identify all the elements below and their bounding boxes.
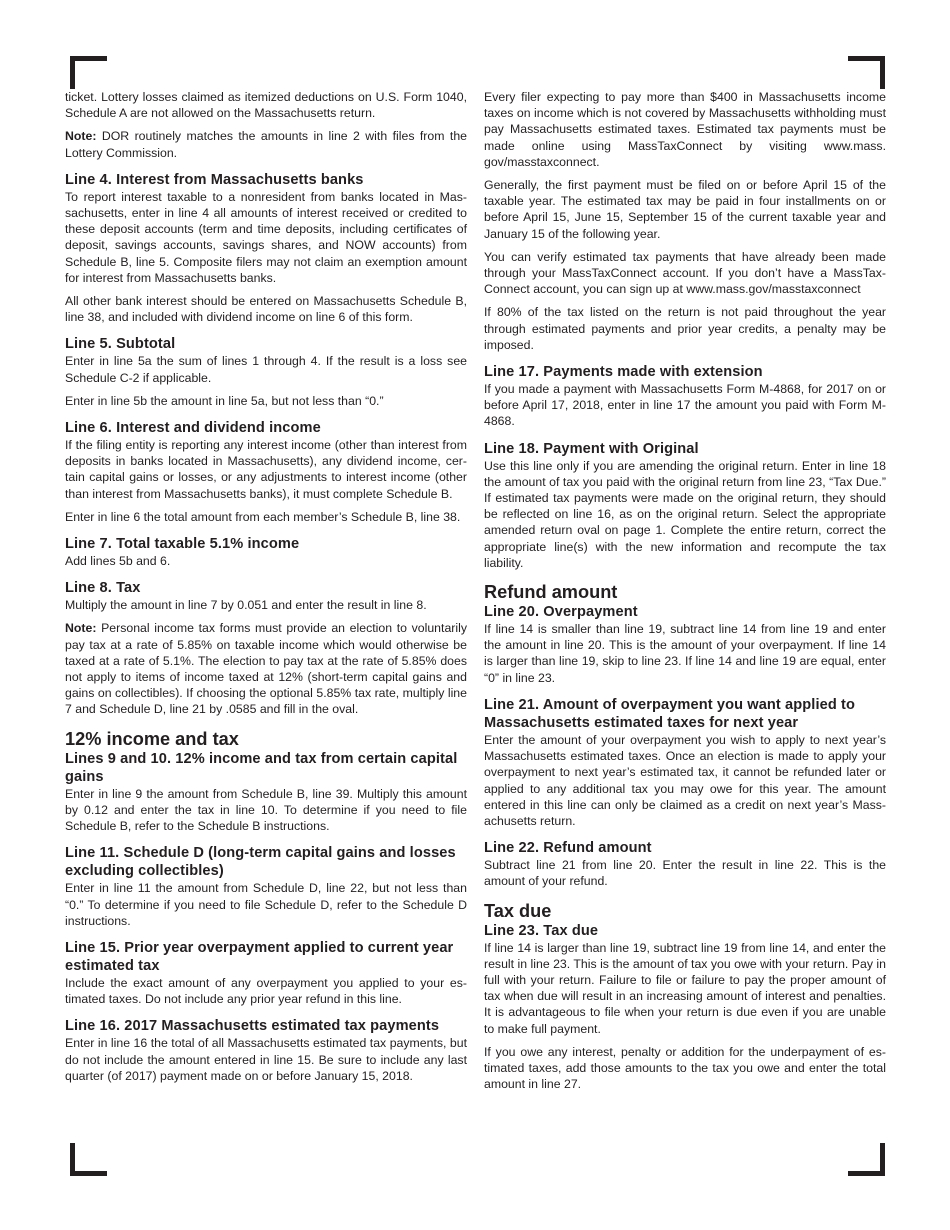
- paragraph: Multiply the amount in line 7 by 0.051 and enter the result in line 8.: [65, 598, 427, 613]
- note-text: Personal income tax forms must provide an election to voluntarily pay tax at a rate of 5.85% on taxable income which would otherwise be taxed at a rate of 5.1%. The election to pay tax at the rate of 5.85% does not apply to items of income taxed at 12% (short-term capital gains and gains on collectibles). If choosing the optional 5.85% tax rate, multiply line 7 and Schedule D, line 21 by .0585 and fill in the oval.: [65, 621, 467, 717]
- section-heading: Line 22. Refund amount: [484, 840, 652, 857]
- paragraph: Every filer expecting to pay more than $400 in Massachusetts income taxes on income which is not covered by Massachusetts withholding must pay Massachusetts estimated taxes. Estimated tax payments must be made online using MassTaxConnect by visiting www.mass. gov/masstaxconnect.: [484, 90, 886, 169]
- section-heading: Line 4. Interest from Massachusetts banks: [65, 171, 364, 188]
- section-line-22: [484, 839, 886, 889]
- note-paragraph: [65, 620, 467, 717]
- crop-mark-bottom-right: [848, 1143, 885, 1176]
- section-heading: Line 11. Schedule D (long-term capital gains and losses excluding collectibles): [65, 845, 456, 880]
- section-line-18: [484, 440, 886, 571]
- section-line-21: [484, 696, 886, 829]
- section-heading: Line 20. Overpayment: [484, 604, 638, 621]
- paragraph: If 80% of the tax listed on the return is not paid throughout the year through estimated payments and prior year credits, a penalty may be imposed.: [484, 305, 886, 352]
- section-line-17: [484, 363, 886, 430]
- section-refund-amount: [484, 581, 886, 686]
- paragraph: ticket. Lottery losses claimed as itemized deductions on U.S. Form 1040, Schedule A are not allowed on the Massachusetts return.: [65, 90, 467, 121]
- section-heading: Line 18. Payment with Original: [484, 440, 699, 457]
- section-heading: Line 23. Tax due: [484, 922, 599, 939]
- section-line-6: [65, 419, 467, 525]
- paragraph: Use this line only if you are amending the original return. Enter in line 18 the amount of tax you paid with the original return from line 23, “Tax Due.” If estimated tax payments were made on the original return, they should be reflected on line 16, as on the original return. Select the appropriate amended return oval on page 1. Complete the entire return, correct the appropriate line(s) with the new information and recompute the tax liability.: [484, 458, 886, 570]
- paragraph: If line 14 is larger than line 19, subtract line 19 from line 14, and enter the result in line 23. This is the amount of tax you owe with your return. Pay in full with your return. Failure to file or failure to pay the proper amount of tax when due will result in an increasing amount of interest and penalties. It is advantageous to file when your return is due even if you are unable to make full payment.: [484, 940, 886, 1036]
- paragraph: Enter in line 11 the amount from Schedule D, line 22, but not less than “0.” To determine if you need to file Schedule D, refer to the Schedule D instructions.: [65, 881, 467, 928]
- paragraph: Include the exact amount of any overpayment you applied to your estimated taxes. Do not include any prior year refund in this line.: [65, 975, 467, 1007]
- section-heading: Line 8. Tax: [65, 580, 141, 597]
- section-heading: Line 5. Subtotal: [65, 336, 176, 353]
- crop-mark-top-right: [848, 56, 885, 89]
- paragraph: Add lines 5b and 6.: [65, 554, 171, 569]
- section-heading: Line 15. Prior year overpayment applied to current year estimated tax: [65, 939, 454, 974]
- section-line-7: [65, 535, 467, 569]
- paragraph: To report interest taxable to a nonresident from banks located in Massachusetts, enter in line 4 all amounts of interest received or credited to these deposit accounts (term and time deposits, including certificates of deposit, savings accounts, savings shares, and NOW accounts) from Schedule B, line 5. Composite filers may not claim an exemption amount for interest from Massachusetts banks.: [65, 189, 467, 285]
- section-heading: Line 6. Interest and dividend income: [65, 420, 321, 437]
- section-line-15: [65, 939, 467, 1007]
- section-line-8: [65, 579, 467, 717]
- section-line-11: [65, 844, 467, 929]
- right-column: [484, 89, 886, 1099]
- paragraph: If line 14 is smaller than line 19, subtract line 14 from line 19 and enter the amount in line 20. This is the amount of your overpayment. If line 14 is larger than line 19, skip to line 23. If line 14 and line 19 are equal, enter “0” in line 23.: [484, 622, 886, 685]
- major-heading: 12% income and tax: [65, 728, 239, 749]
- paragraph: Enter in line 9 the amount from Schedule B, line 39. Multiply this amount by 0.12 and enter the tax in line 10. To determine if you need to file Schedule B, refer to the Schedule B instructions.: [65, 786, 467, 834]
- major-heading: Tax due: [484, 900, 552, 921]
- paragraph: Subtract line 21 from line 20. Enter the result in line 22. This is the amount of your refund.: [484, 858, 886, 889]
- paragraph: Enter the amount of your overpayment you wish to apply to next year’s Massachusetts estimated taxes. Once an election is made to apply your overpayment to next year’s estimated tax, it cannot be refunded later or applied to any additional tax you may owe for this year. The amount entered in this line can only be claimed as a credit on next year’s Massachusetts return.: [484, 732, 886, 828]
- paragraph: All other bank interest should be entered on Massachusetts Schedule B, line 38, and included with dividend income on line 6 of this form.: [65, 294, 467, 325]
- note-label: Note:: [65, 129, 97, 144]
- section-heading: Line 21. Amount of overpayment you want applied to Massachusetts estimated taxes for next year: [484, 696, 855, 731]
- paragraph: If you made a payment with Massachusetts Form M-4868, for 2017 on or before April 17, 2018, enter in line 17 the amount you paid with Form M-4868.: [484, 382, 886, 429]
- major-heading: Refund amount: [484, 582, 618, 603]
- paragraph: If you owe any interest, penalty or addition for the underpayment of estimated taxes, add those amounts to the tax you owe and enter the total amount in line 27.: [484, 1044, 886, 1092]
- section-heading: Line 17. Payments made with extension: [484, 364, 763, 381]
- note-text: DOR routinely matches the amounts in line 2 with files from the Lottery Commission.: [65, 129, 467, 160]
- paragraph: Enter in line 5b the amount in line 5a, but not less than “0.”: [65, 393, 384, 408]
- section-line-5: [65, 335, 467, 409]
- section-line-4: [65, 171, 467, 326]
- section-heading: Line 16. 2017 Massachusetts estimated tax payments: [65, 1018, 440, 1035]
- paragraph: Generally, the first payment must be filed on or before April 15 of the taxable year. The estimated tax may be paid in four installments on or before April 15, June 15, September 15 of the current taxable year and January 15 of the following year.: [484, 178, 886, 241]
- paragraph: If the filing entity is reporting any interest income (other than interest from deposits in banks located in Massachusetts), any dividend income, certain capital gains or losses, or any adjustments to interest income (other than interest from Massachusetts banks), it must complete Schedule B.: [65, 438, 467, 501]
- section-line-16: [65, 1017, 467, 1084]
- crop-mark-bottom-left: [70, 1143, 107, 1176]
- section-heading: Line 7. Total taxable 5.1% income: [65, 536, 300, 553]
- note-paragraph: [65, 128, 467, 160]
- crop-mark-top-left: [70, 56, 107, 89]
- paragraph: Enter in line 16 the total of all Massachusetts estimated tax payments, but do not include the amount entered in line 15. Be sure to include any last quarter (of 2017) payment made on or before January 15, 2018.: [65, 1036, 467, 1083]
- left-column: [65, 89, 467, 1091]
- paragraph: Enter in line 5a the sum of lines 1 through 4. If the result is a loss see Schedule C-2 if applicable.: [65, 354, 467, 385]
- paragraph: Enter in line 6 the total amount from each member’s Schedule B, line 38.: [65, 509, 461, 524]
- note-label: Note:: [65, 621, 97, 636]
- section-heading: Lines 9 and 10. 12% income and tax from certain capital gains: [65, 750, 458, 785]
- paragraph: You can verify estimated tax payments that have already been made through your MassTaxConnect account. If you don’t have a MassTaxConnect account, you can sign up at www.mass.gov/masstaxconnect: [484, 249, 886, 297]
- section-12-percent-income: [65, 728, 467, 835]
- section-tax-due: [484, 900, 886, 1093]
